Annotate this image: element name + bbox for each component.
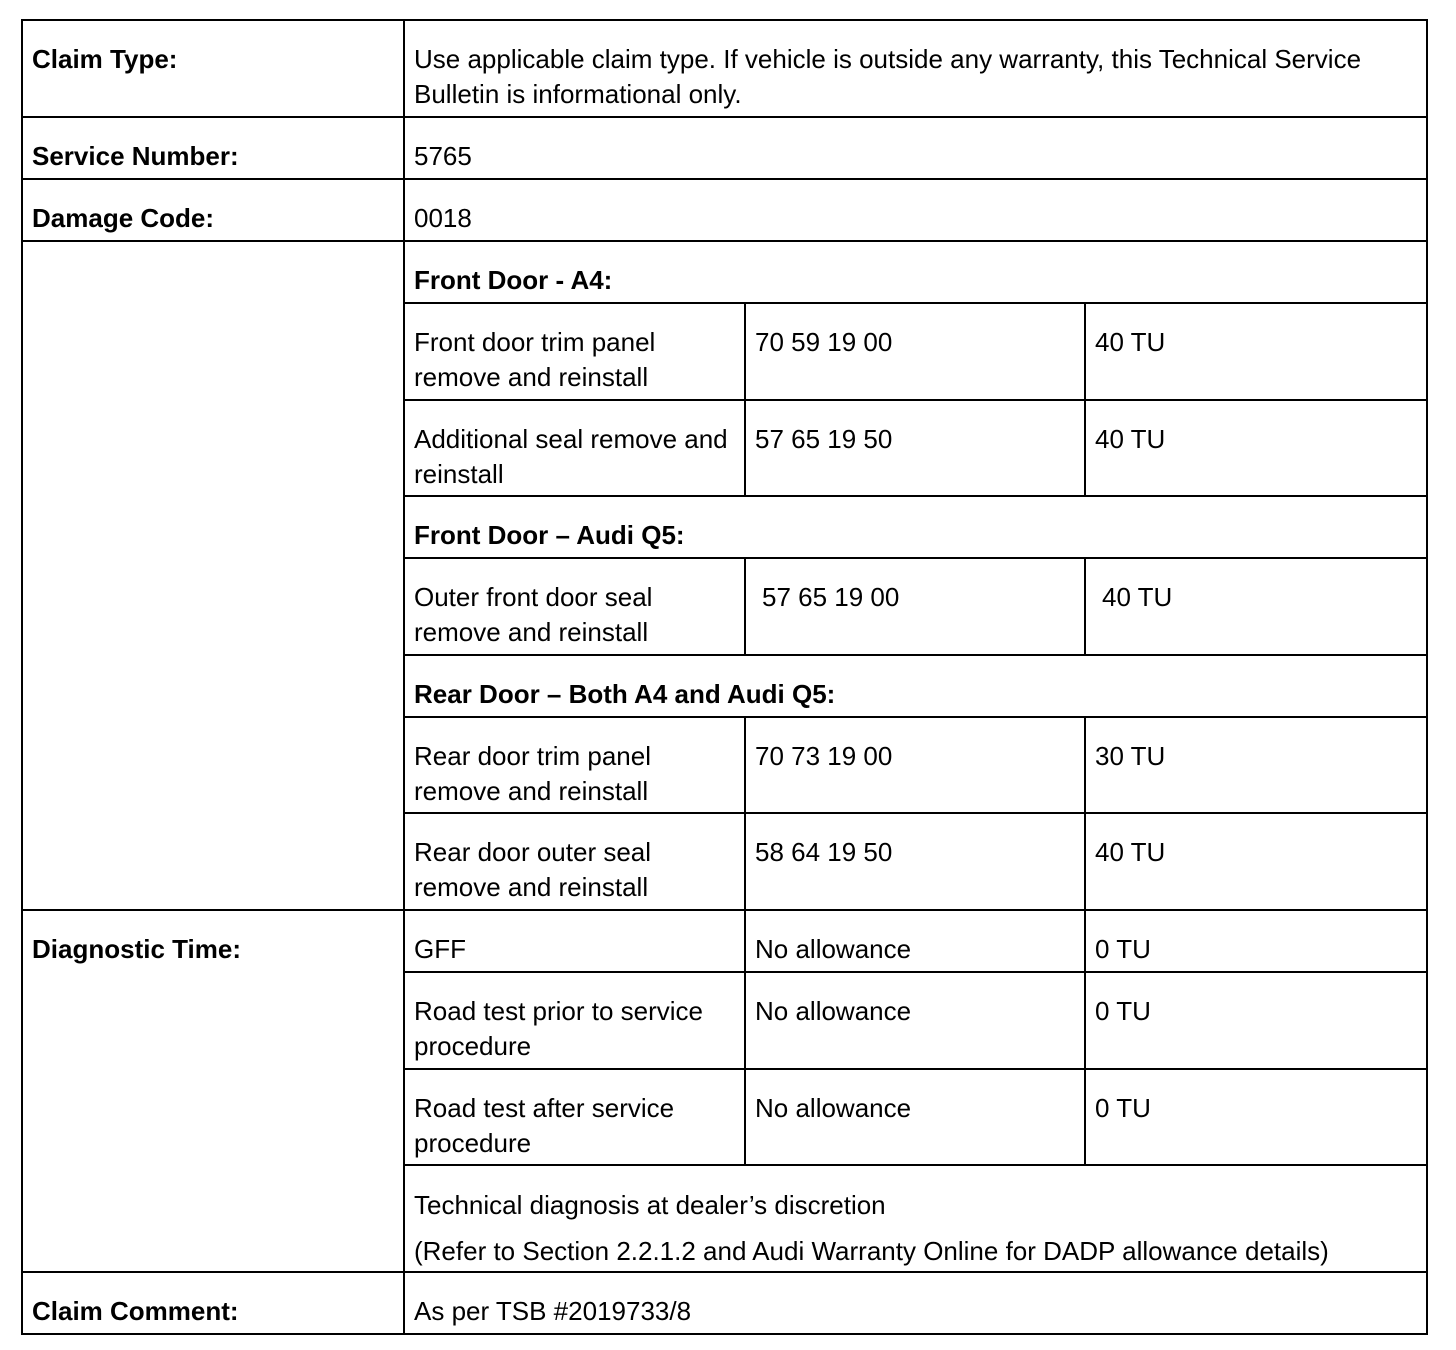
labor-code: 58 64 19 50: [745, 813, 1085, 910]
diagnostic-note-line1: Technical diagnosis at dealer’s discretion: [414, 1190, 886, 1220]
labor-code: 70 73 19 00: [745, 717, 1085, 813]
diagnostic-operation: Road test prior to service procedure: [404, 972, 745, 1069]
service-number-label: Service Number:: [22, 117, 404, 179]
labor-code: 57 65 19 50: [745, 400, 1085, 496]
labor-time: 40 TU: [1085, 813, 1427, 910]
diagnostic-operation: GFF: [404, 910, 745, 972]
service-number-value: 5765: [404, 117, 1427, 179]
diagnostic-code: No allowance: [745, 1069, 1085, 1165]
claim-type-label: Claim Type:: [22, 20, 404, 117]
labor-code: 70 59 19 00: [745, 303, 1085, 400]
labor-operations-label-cell: [22, 241, 404, 910]
damage-code-value: 0018: [404, 179, 1427, 241]
damage-code-label: Damage Code:: [22, 179, 404, 241]
labor-operation: Rear door outer seal remove and reinstall: [404, 813, 745, 910]
claim-comment-label: Claim Comment:: [22, 1272, 404, 1334]
service-number-row: [22, 117, 1427, 179]
labor-operation: Rear door trim panel remove and reinstall: [404, 717, 745, 813]
labor-time: 30 TU: [1085, 717, 1427, 813]
labor-operation: Additional seal remove and reinstall: [404, 400, 745, 496]
diagnostic-time: 0 TU: [1085, 910, 1427, 972]
damage-code-row: [22, 179, 1427, 241]
labor-time: 40 TU: [1085, 400, 1427, 496]
diagnostic-time: 0 TU: [1085, 1069, 1427, 1165]
section-heading-row: [22, 241, 1427, 303]
section-heading: Front Door - A4:: [404, 241, 1427, 303]
labor-operation: Outer front door seal remove and reinstall: [404, 558, 745, 655]
diagnostic-operation: Road test after service procedure: [404, 1069, 745, 1165]
diagnostic-time: 0 TU: [1085, 972, 1427, 1069]
claim-table: [21, 19, 1428, 1335]
section-heading: Rear Door – Both A4 and Audi Q5:: [404, 655, 1427, 717]
claim-type-value: Use applicable claim type. If vehicle is outside any warranty, this Technical Service Bulletin is informational only.: [404, 20, 1427, 117]
labor-code: 57 65 19 00: [745, 558, 1085, 655]
claim-comment-value: As per TSB #2019733/8: [404, 1272, 1427, 1334]
labor-operation: Front door trim panel remove and reinstall: [404, 303, 745, 400]
diagnostic-code: No allowance: [745, 972, 1085, 1069]
claim-type-row: [22, 20, 1427, 117]
diagnostic-time-label: Diagnostic Time:: [22, 910, 404, 1272]
diagnostic-code: No allowance: [745, 910, 1085, 972]
diagnostic-note-line2: (Refer to Section 2.2.1.2 and Audi Warranty Online for DADP allowance details): [414, 1236, 1329, 1266]
diagnostic-row: [22, 910, 1427, 972]
diagnostic-note: [404, 1165, 1427, 1272]
labor-time: 40 TU: [1085, 303, 1427, 400]
labor-time: 40 TU: [1085, 558, 1427, 655]
section-heading: Front Door – Audi Q5:: [404, 496, 1427, 558]
claim-comment-row: [22, 1272, 1427, 1334]
